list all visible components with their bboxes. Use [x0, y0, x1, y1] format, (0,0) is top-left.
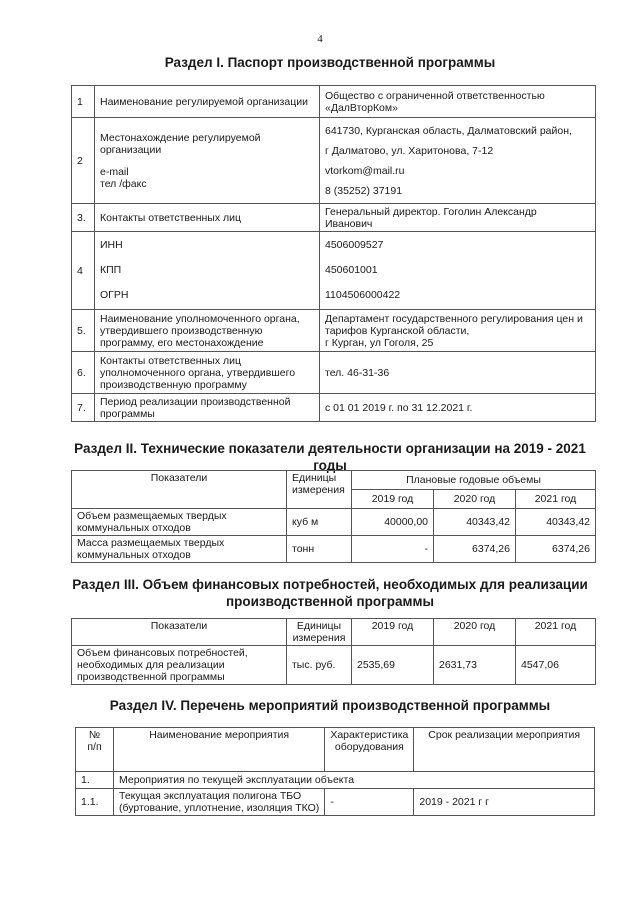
row-number: 1 — [72, 86, 95, 118]
table-row — [72, 352, 596, 394]
header-equipment: Характеристика оборудования — [325, 728, 414, 772]
group-label: Мероприятия по текущей эксплуатации объекта — [114, 772, 595, 789]
header-name: Наименование мероприятия — [114, 728, 325, 772]
header-row — [76, 728, 595, 772]
header-indicator: Показатели — [72, 619, 287, 646]
header-unit: Единицы измерения — [287, 471, 352, 509]
row-term: 2019 - 2021 г г — [414, 789, 595, 816]
row-name: Текущая эксплуатация полигона ТБО (буртование, уплотнение, изоляция ТКО) — [114, 789, 325, 816]
table-row — [72, 204, 596, 232]
email-link[interactable]: vtorkom@mail.ru — [325, 164, 405, 177]
header-row — [72, 471, 596, 490]
row-unit: куб м — [287, 509, 352, 536]
financial-needs-table — [71, 618, 596, 685]
row-value: 2535,69 — [352, 646, 434, 685]
header-year: 2020 год — [434, 490, 516, 509]
row-label: Период реализации производственной программы — [95, 394, 320, 422]
row-label: Наименование уполномоченного органа, утвердившего производственную программу, его местонахождение — [95, 310, 320, 352]
row-label: Контакты ответственных лиц — [95, 204, 320, 232]
row-value: 2631,73 — [434, 646, 516, 685]
header-year: 2021 год — [516, 490, 596, 509]
row-unit: тыс. руб. — [287, 646, 352, 685]
row-number: 1. — [76, 772, 114, 789]
row-number: 3. — [72, 204, 95, 232]
section-1-title: Раздел I. Паспорт производственной программы — [164, 55, 496, 70]
row-value: 40343,42 — [434, 509, 516, 536]
header-planned: Плановые годовые объемы — [352, 471, 596, 490]
header-num: № п/п — [76, 728, 114, 772]
technical-indicators-table — [71, 470, 596, 563]
row-value: 6374,26 — [434, 536, 516, 563]
row-number: 5. — [72, 310, 95, 352]
table-row — [72, 86, 596, 118]
header-term: Срок реализации мероприятия — [414, 728, 595, 772]
header-year: 2019 год — [352, 490, 434, 509]
table-row — [72, 536, 596, 563]
row-label: Масса размещаемых твердых коммунальных отходов — [72, 536, 287, 563]
row-number: 4 — [72, 232, 95, 310]
row-number: 7. — [72, 394, 95, 422]
row-value: 6374,26 — [516, 536, 596, 563]
row-number: 2 — [72, 118, 95, 204]
row-value: с 01 01 2019 г. по 31 12.2021 г. — [320, 394, 596, 422]
section-4-title: Раздел IV. Перечень мероприятий производственной программы — [109, 698, 551, 713]
row-equipment: - — [325, 789, 414, 816]
table-row — [72, 118, 596, 204]
header-year: 2021 год — [516, 619, 596, 646]
table-row — [72, 646, 596, 685]
row-value: 4506009527 450601001 1104506000422 — [320, 232, 596, 310]
row-unit: тонн — [287, 536, 352, 563]
table-row — [72, 394, 596, 422]
row-label: Наименование регулируемой организации — [95, 86, 320, 118]
row-value: Общество с ограниченной ответственностью «ДалВторКом» — [320, 86, 596, 118]
table-row — [76, 789, 595, 816]
header-row — [72, 619, 596, 646]
row-value: 40000,00 — [352, 509, 434, 536]
row-label: Контакты ответственных лиц уполномоченного органа, утвердившего производственную программу — [95, 352, 320, 394]
table-row — [72, 232, 596, 310]
table-row — [72, 509, 596, 536]
header-year: 2019 год — [352, 619, 434, 646]
row-label: Объем размещаемых твердых коммунальных отходов — [72, 509, 287, 536]
row-number: 6. — [72, 352, 95, 394]
header-unit: Единицы измерения — [287, 619, 352, 646]
row-value: - — [352, 536, 434, 563]
section-2-title: Раздел II. Технические показатели деятельности организации на 2019 - 2021 годы — [74, 441, 586, 473]
section-3-title: Раздел III. Объем финансовых потребностей, необходимых для реализации производственной программы — [72, 577, 588, 609]
row-value: 641730, Курганская область, Далматовский район, г Далматово, ул. Харитонова, 7-12 vtorkom@mail.ru 8 (35252) 37191 — [320, 118, 596, 204]
row-number: 1.1. — [76, 789, 114, 816]
activities-table — [75, 727, 595, 816]
row-value: Департамент государственного регулирования цен и тарифов Курганской области, г Курган, ул Гоголя, 25 — [320, 310, 596, 352]
row-value: тел. 46-31-36 — [320, 352, 596, 394]
group-row — [76, 772, 595, 789]
row-value: 40343,42 — [516, 509, 596, 536]
header-indicator: Показатели — [72, 471, 287, 509]
row-value: Генеральный директор. Гоголин Александр Иванович — [320, 204, 596, 232]
row-label: Объем финансовых потребностей, необходимых для реализации производственной программы — [72, 646, 287, 685]
header-year: 2020 год — [434, 619, 516, 646]
table-row — [72, 310, 596, 352]
row-label: ИНН КПП ОГРН — [95, 232, 320, 310]
passport-table — [71, 85, 596, 422]
row-label: Местонахождение регулируемой организации e-mail тел /факс — [95, 118, 320, 204]
page-number: 4 — [317, 33, 323, 45]
row-value: 4547,06 — [516, 646, 596, 685]
